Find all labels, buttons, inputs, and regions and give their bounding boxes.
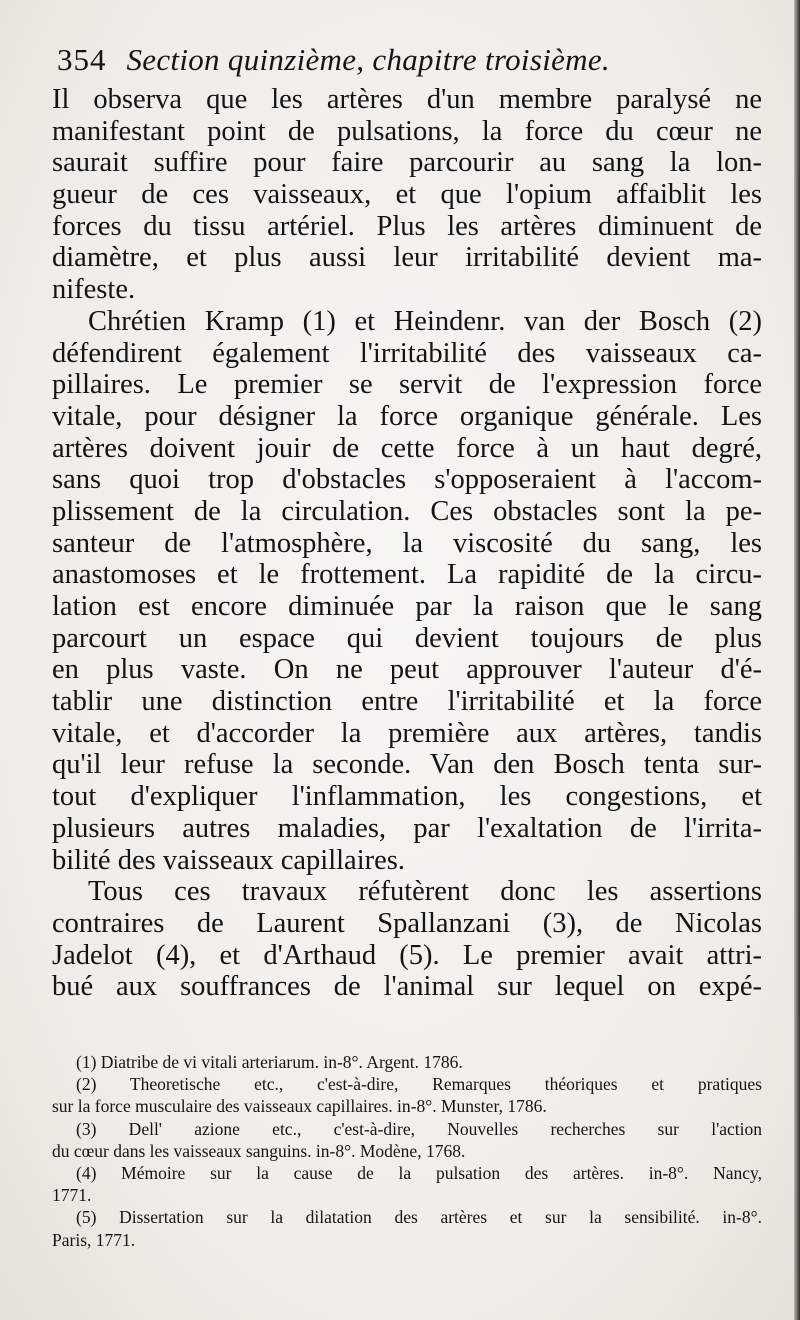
page-edge-shadow [794,0,800,1320]
text-line: qu'il leur refuse la seconde. Van den Bosch tenta sur- [52,749,762,781]
footnote-line: 1771. [52,1185,92,1206]
text-line: santeur de l'atmosphère, la viscosité du sang, les [52,527,762,559]
text-line: parcourt un espace qui devient toujours de plus [52,622,762,654]
text-line: diamètre, et plus aussi leur irritabilité devient ma- [52,242,762,274]
text-line: manifestant point de pulsations, la force du cœur ne [52,115,762,147]
text-line: bilité des vaisseaux capillaires. [52,844,405,876]
footnote-line: (4) Mémoire sur la cause de la pulsation des artères. in-8°. Nancy, [76,1162,762,1183]
footnote-line: sur la force musculaire des vaisseaux capillaires. in-8°. Munster, 1786. [52,1096,547,1117]
text-line: sans quoi trop d'obstacles s'opposeraient à l'accom- [52,464,762,496]
text-line: pillaires. Le premier se servit de l'expression force [52,369,762,401]
footnote-line: (5) Dissertation sur la dilatation des artères et sur la sensibilité. in-8°. [76,1207,762,1228]
text-line: anastomoses et le frottement. La rapidité de la circu- [52,559,762,591]
text-line: contraires de Laurent Spallanzani (3), de Nicolas [52,907,762,939]
text-line: lation est encore diminuée par la raison que le sang [52,591,762,622]
text-line: tout d'expliquer l'inflammation, les congestions, et [52,781,762,813]
text-line: tablir une distinction entre l'irritabilité et la force [52,686,762,718]
page-header [57,40,757,84]
footnote-line: (3) Dell' azione etc., c'est-à-dire, Nouvelles recherches sur l'action [76,1118,762,1139]
text-line: plissement de la circulation. Ces obstacles sont la pe- [52,495,762,527]
text-line: Tous ces travaux réfutèrent donc les assertions [88,876,762,908]
text-line: plusieurs autres maladies, par l'exaltation de l'irrita- [52,812,762,844]
text-line: artères doivent jouir de cette force à un haut degré, [52,432,762,464]
text-line: Chrétien Kramp (1) et Heindenr. van der Bosch (2) [88,305,762,337]
footnote-line: (2) Theoretische etc., c'est-à-dire, Remarques théoriques et pratiques [76,1074,762,1095]
footnote-line: du cœur dans les vaisseaux sanguins. in-8°. Modène, 1768. [52,1140,466,1161]
text-line: vitale, et d'accorder la première aux artères, tandis [52,717,762,749]
footnote-line: (1) Diatribe de vi vitali arteriarum. in-8°. Argent. 1786. [76,1052,463,1072]
text-line: défendirent également l'irritabilité des vaisseaux ca- [52,337,762,369]
text-line: vitale, pour désigner la force organique générale. Les [52,400,762,432]
text-line: Jadelot (4), et d'Arthaud (5). Le premier avait attri- [52,939,762,971]
text-line: Il observa que les artères d'un membre paralysé ne [52,84,762,115]
page-number: 354 [57,42,107,77]
main-text [52,84,762,1003]
text-line: bué aux souffrances de l'animal sur lequel on expé- [52,971,762,1003]
footnote-line: Paris, 1771. [52,1229,136,1250]
text-line: gueur de ces vaisseaux, et que l'opium affaiblit les [52,179,762,211]
text-line: forces du tissu artériel. Plus les artères diminuent de [52,210,762,242]
text-line: nifeste. [52,274,136,306]
text-line: saurait suffire pour faire parcourir au sang la lon- [52,147,762,179]
text-line: en plus vaste. On ne peut approuver l'auteur d'é- [52,654,762,686]
footnotes [52,1051,762,1251]
running-title: Section quinzième, chapitre troisième. [126,42,610,77]
